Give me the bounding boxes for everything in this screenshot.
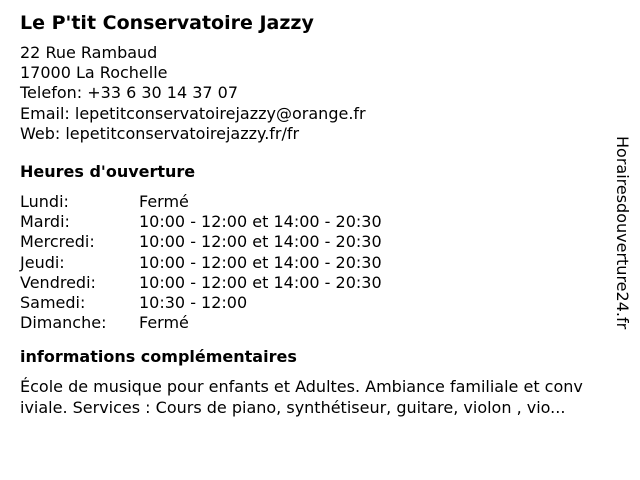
postal-city: 17000 La Rochelle — [20, 63, 168, 83]
site-watermark-link[interactable]: Horairesdouverture24.fr — [613, 136, 632, 330]
day-hours: 10:30 - 12:00 — [139, 293, 248, 313]
hours-row-saturday — [20, 293, 620, 313]
day-label: Lundi: — [20, 192, 69, 212]
day-label: Mardi: — [20, 212, 70, 232]
day-hours: 10:00 - 12:00 et 14:00 - 20:30 — [139, 272, 382, 292]
day-hours: 10:00 - 12:00 et 14:00 - 20:30 — [139, 252, 382, 272]
hours-heading: Heures d'ouverture — [20, 162, 196, 182]
email-line: Email: lepetitconservatoirejazzy@orange.fr — [20, 103, 366, 123]
day-label: Dimanche: — [20, 313, 107, 333]
street-address: 22 Rue Rambaud — [20, 43, 158, 62]
day-label: Jeudi: — [20, 252, 65, 272]
hours-row-friday — [20, 273, 620, 293]
hours-row-tuesday — [20, 212, 620, 232]
website-line: Web: lepetitconservatoirejazzy.fr/fr — [20, 123, 300, 143]
business-name: Le P'tit Conservatoire Jazzy — [20, 12, 314, 34]
hours-table — [20, 192, 620, 333]
day-label: Mercredi: — [20, 232, 95, 252]
address-block — [20, 43, 620, 144]
day-label: Samedi: — [20, 293, 86, 313]
business-card — [20, 11, 620, 418]
info-description — [20, 376, 620, 418]
info-line: École de musique pour enfants et Adultes. Ambiance familiale et conv — [20, 377, 583, 397]
day-hours: Fermé — [139, 192, 189, 212]
hours-row-monday — [20, 192, 620, 212]
hours-row-thursday — [20, 253, 620, 273]
day-hours: 10:00 - 12:00 et 14:00 - 20:30 — [139, 212, 382, 232]
hours-row-sunday — [20, 313, 620, 333]
phone-line: Telefon: +33 6 30 14 37 07 — [20, 83, 239, 103]
day-hours: Fermé — [139, 313, 189, 333]
info-line: iviale. Services : Cours de piano, synthétiseur, guitare, violon , vio... — [20, 398, 566, 418]
info-heading: informations complémentaires — [20, 347, 297, 367]
day-hours: 10:00 - 12:00 et 14:00 - 20:30 — [139, 232, 382, 252]
hours-row-wednesday — [20, 232, 620, 252]
day-label: Vendredi: — [20, 272, 96, 292]
